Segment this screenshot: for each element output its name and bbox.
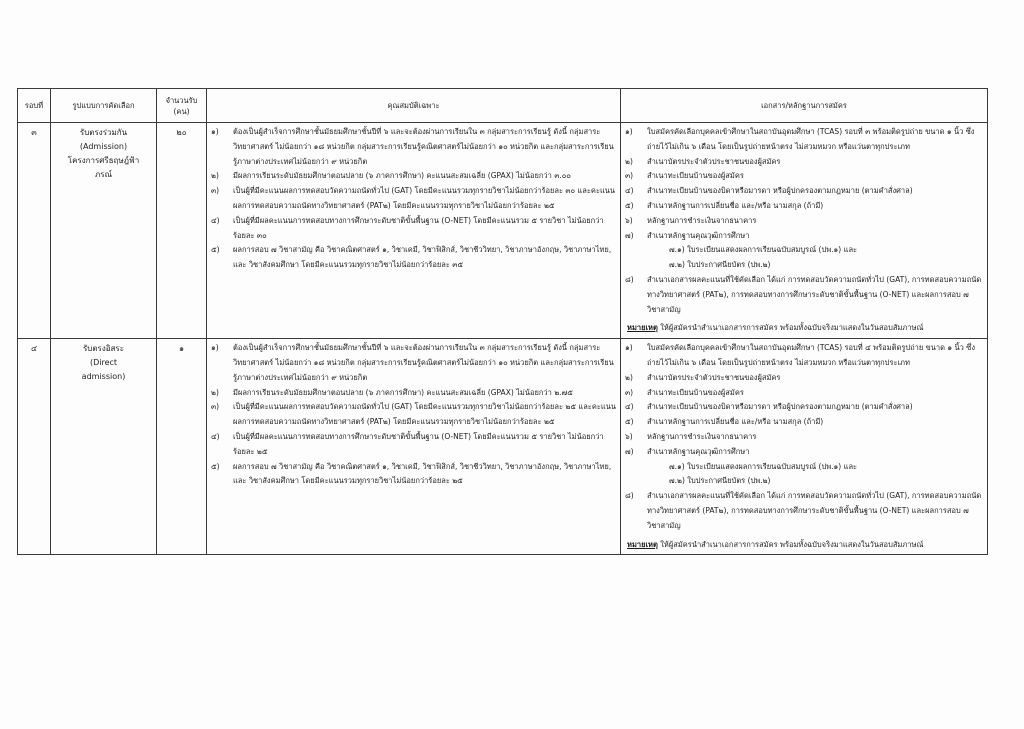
cell-selection-model bbox=[51, 123, 157, 339]
item-number: ๗) bbox=[625, 230, 634, 240]
item-number: ๘) bbox=[625, 274, 634, 284]
document-item bbox=[621, 341, 983, 371]
item-number: ๒) bbox=[625, 156, 633, 166]
document-item bbox=[621, 184, 983, 199]
document-text: สำเนาทะเบียนบ้านของผู้สมัคร bbox=[647, 387, 744, 397]
document-subitem: ๗.๑) ใบระเบียนแสดงผลการเรียนฉบับสมบูรณ์ (ปพ.๑) และ bbox=[669, 245, 858, 255]
document-item bbox=[621, 386, 983, 401]
cell-count bbox=[157, 339, 207, 555]
item-number: ๓) bbox=[625, 171, 634, 181]
item-number: ๔) bbox=[211, 215, 220, 225]
item-number: ๘) bbox=[625, 491, 634, 501]
qualification-text: เป็นผู้ที่มีคะแนนผลการทดสอบวัดความถนัดทั่วไป (GAT) โดยมีคะแนนรวมทุกรายวิชาไม่น้อยกว่าร้อยละ ๒๕ และคะแนนผลการทดสอบความถนัดทางวิทยาศาสตร์ (PAT๒) โดยมีคะแนนรวมทุกรายวิชาไม่น้อยกว่าร้อยละ ๒๕ bbox=[233, 402, 616, 427]
document-item bbox=[621, 125, 983, 155]
round-number: ๓ bbox=[31, 128, 37, 137]
item-number: ๒) bbox=[211, 387, 219, 397]
remark-note bbox=[621, 538, 987, 555]
document-item bbox=[621, 229, 983, 273]
item-number: ๓) bbox=[211, 186, 220, 196]
selection-model-line: ภรณ์ bbox=[95, 170, 112, 179]
document-text: สำเนาเอกสารผลคะแนนที่ใช้คัดเลือก ได้แก่ การทดสอบวัดความถนัดทั่วไป (GAT), การทดสอบความถนัดทางวิทยาศาสตร์ (PAT๒), การทดสอบทางการศึกษาระดับชาติขั้นพื้นฐาน (O-NET) และผลการสอบ ๗ วิชาสามัญ bbox=[647, 491, 982, 530]
item-number: ๓) bbox=[211, 402, 220, 412]
qualification-item bbox=[207, 460, 616, 490]
intake-count: ๑ bbox=[178, 344, 185, 354]
cell-round bbox=[18, 123, 51, 339]
qualification-item bbox=[207, 400, 616, 430]
qualification-text: เป็นผู้ที่มีคะแนนผลการทดสอบวัดความถนัดทั่วไป (GAT) โดยมีคะแนนรวมทุกรายวิชาไม่น้อยกว่าร้อยละ ๓๐ และคะแนนผลการทดสอบความถนัดทางวิทยาศาสตร์ (PAT๒) โดยมีคะแนนรวมทุกรายวิชาไม่น้อยกว่าร้อยละ ๒๕ bbox=[233, 186, 616, 210]
document-text: สำเนาทะเบียนบ้านของบิดาหรือมารดา หรือผู้ปกครองตามกฎหมาย (ตามคำสั่งศาล) bbox=[647, 402, 913, 412]
selection-model-line: admission) bbox=[81, 372, 126, 382]
item-number: ๓) bbox=[625, 387, 634, 397]
document-item bbox=[621, 400, 983, 415]
header-documents: เอกสาร/หลักฐานการสมัคร bbox=[621, 89, 988, 123]
remark-text: ให้ผู้สมัครนำสำเนาเอกสารการสมัคร พร้อมทั้งฉบับจริงมาแสดงในวันสอบสัมภาษณ์ bbox=[657, 323, 924, 333]
document-item bbox=[621, 169, 983, 184]
document-text: สำเนาบัตรประจำตัวประชาชนของผู้สมัคร bbox=[647, 156, 781, 166]
item-number: ๕) bbox=[211, 245, 220, 255]
qualification-text: มีผลการเรียนระดับมัธยมศึกษาตอนปลาย (๖ ภาคการศึกษา) คะแนนสะสมเฉลี่ย (GPAX) ไม่น้อยกว่า ๒.๗๕ bbox=[233, 387, 573, 397]
selection-model-line: (Admission) bbox=[79, 142, 128, 151]
cell-selection-model bbox=[51, 339, 157, 555]
document-subitem: ๗.๑) ใบระเบียนแสดงผลการเรียนฉบับสมบูรณ์ (ปพ.๑) และ bbox=[669, 461, 858, 471]
item-number: ๖) bbox=[625, 215, 633, 225]
qualification-text: ผลการสอบ ๗ วิชาสามัญ คือ วิชาคณิตศาสตร์ ๑, วิชาเคมี, วิชาฟิสิกส์, วิชาชีววิทยา, วิชาภาษาอังกฤษ, วิชาภาษาไทย, และ วิชาสังคมศึกษา โดยมีคะแนนรวมทุกรายวิชาไม่น้อยกว่าร้อยละ ๓๕ bbox=[233, 245, 612, 270]
document-subitem: ๗.๒) ใบประกาศนียบัตร (ปพ.๒) bbox=[669, 260, 771, 270]
document-item bbox=[621, 371, 983, 386]
qualification-text: เป็นผู้ที่มีผลคะแนนการทดสอบทางการศึกษาระดับชาติขั้นพื้นฐาน (O-NET) โดยมีคะแนนรวม ๕ รายวิชา ไม่น้อยกว่าร้อยละ ๒๕ bbox=[233, 431, 604, 456]
header-qualifications: คุณสมบัติเฉพาะ bbox=[207, 89, 621, 123]
qualification-item bbox=[207, 386, 616, 401]
cell-documents bbox=[621, 123, 988, 339]
round-number: ๔ bbox=[30, 344, 38, 354]
document-text: สำเนาทะเบียนบ้านของผู้สมัคร bbox=[647, 171, 744, 181]
remark-note bbox=[621, 321, 987, 338]
cell-documents bbox=[621, 339, 988, 555]
document-item bbox=[621, 199, 983, 214]
item-number: ๖) bbox=[625, 431, 633, 441]
item-number: ๔) bbox=[625, 402, 634, 412]
cell-qualifications bbox=[207, 339, 621, 555]
item-number: ๑) bbox=[211, 127, 219, 136]
document-text: สำเนาเอกสารผลคะแนนที่ใช้คัดเลือก ได้แก่ การทดสอบวัดความถนัดทั่วไป (GAT), การทดสอบความถนัดทางวิทยาศาสตร์ (PAT๒), การทดสอบทางการศึกษาระดับชาติขั้นพื้นฐาน (O-NET) และผลการสอบ ๗ วิชาสามัญ bbox=[647, 274, 982, 314]
document-text: หลักฐานการชำระเงินจากธนาคาร bbox=[647, 431, 757, 441]
cell-round bbox=[18, 339, 51, 555]
document-item bbox=[621, 489, 983, 533]
document-text: ใบสมัครคัดเลือกบุคคลเข้าศึกษาในสถาบันอุดมศึกษา (TCAS) รอบที่ ๓ พร้อมติดรูปถ่าย ขนาด ๑ นิ้ว ซึ่งถ่ายไว้ไม่เกิน ๖ เดือน โดยเป็นรูปถ่ายหน้าตรง ไม่สวมหมวก หรือแว่นตาทุกประเภท bbox=[647, 127, 975, 151]
qualification-text: ผลการสอบ ๗ วิชาสามัญ คือ วิชาคณิตศาสตร์ ๑, วิชาเคมี, วิชาฟิสิกส์, วิชาชีววิทยา, วิชาภาษาอังกฤษ, วิชาภาษาไทย, และ วิชาสังคมศึกษา โดยมีคะแนนรวมทุกรายวิชาไม่น้อยกว่าร้อยละ ๒๕ bbox=[233, 461, 612, 486]
document-item bbox=[621, 273, 983, 317]
header-round: รอบที่ bbox=[18, 89, 51, 123]
document-text: สำเนาบัตรประจำตัวประชาชนของผู้สมัคร bbox=[647, 372, 781, 382]
selection-model-line: โครงการศรีธฤษฎ์ฟ้า bbox=[67, 156, 140, 165]
item-number: ๔) bbox=[625, 186, 634, 196]
item-number: ๕) bbox=[625, 417, 634, 427]
document-text: ใบสมัครคัดเลือกบุคคลเข้าศึกษาในสถาบันอุดมศึกษา (TCAS) รอบที่ ๔ พร้อมติดรูปถ่าย ขนาด ๑ นิ้ว ซึ่งถ่ายไว้ไม่เกิน ๖ เดือน โดยเป็นรูปถ่ายหน้าตรง ไม่สวมหมวก หรือแว่นตาทุกประเภท bbox=[647, 343, 976, 367]
qualification-item bbox=[207, 125, 616, 169]
table-row bbox=[18, 339, 988, 555]
qualification-text: ต้องเป็นผู้สำเร็จการศึกษาชั้นมัธยมศึกษาชั้นปีที่ ๖ และจะต้องผ่านการเรียนใน ๓ กลุ่มสาระการเรียนรู้ ดังนี้ กลุ่มสาระวิทยาศาสตร์ ไม่น้อยกว่า ๑๘ หน่วยกิต กลุ่มสาระการเรียนรู้คณิตศาสตร์ไม่น้อยกว่า ๑๐ หน่วยกิต และกลุ่มสาระการเรียนรู้ภาษาต่างประเทศไม่น้อยกว่า ๙ หน่วยกิต bbox=[233, 127, 614, 166]
document-item bbox=[621, 214, 983, 229]
selection-model-line: รับตรงร่วมกัน bbox=[79, 128, 128, 137]
cell-qualifications bbox=[207, 123, 621, 339]
qualification-item bbox=[207, 184, 616, 214]
cell-count bbox=[157, 123, 207, 339]
qualification-item bbox=[207, 243, 616, 273]
item-number: ๑) bbox=[625, 343, 633, 353]
document-text: สำเนาหลักฐานการเปลี่ยนชื่อ และ/หรือ นามสกุล (ถ้ามี) bbox=[647, 200, 824, 210]
intake-count: ๒๐ bbox=[176, 128, 187, 137]
header-model: รูปแบบการคัดเลือก bbox=[51, 89, 157, 123]
table-row bbox=[18, 123, 988, 339]
table-header-row bbox=[18, 89, 988, 123]
selection-model-line: รับตรงอิสระ bbox=[82, 344, 125, 354]
item-number: ๕) bbox=[211, 461, 220, 471]
selection-model-line: (Direct bbox=[89, 358, 118, 368]
qualification-text: มีผลการเรียนระดับมัธยมศึกษาตอนปลาย (๖ ภาคการศึกษา) คะแนนสะสมเฉลี่ย (GPAX) ไม่น้อยกว่า ๓.๐๐ bbox=[233, 171, 571, 181]
document-item bbox=[621, 430, 983, 445]
item-number: ๑) bbox=[211, 343, 219, 353]
document-text: สำเนาหลักฐานคุณวุฒิการศึกษา bbox=[647, 446, 750, 456]
item-number: ๒) bbox=[211, 171, 219, 181]
item-number: ๗) bbox=[625, 446, 634, 456]
document-subitem: ๗.๒) ใบประกาศนียบัตร (ปพ.๒) bbox=[669, 476, 771, 486]
remark-text: ให้ผู้สมัครนำสำเนาเอกสารการสมัคร พร้อมทั้งฉบับจริงมาแสดงในวันสอบสัมภาษณ์ bbox=[657, 539, 924, 549]
item-number: ๕) bbox=[625, 200, 634, 210]
document-text: สำเนาหลักฐานคุณวุฒิการศึกษา bbox=[647, 230, 750, 240]
document-text: สำเนาทะเบียนบ้านของบิดาหรือมารดา หรือผู้ปกครองตามกฎหมาย (ตามคำสั่งศาล) bbox=[647, 186, 913, 196]
document-text: สำเนาหลักฐานการเปลี่ยนชื่อ และ/หรือ นามสกุล (ถ้ามี) bbox=[647, 417, 824, 427]
qualification-item bbox=[207, 430, 616, 460]
item-number: ๒) bbox=[625, 372, 633, 382]
item-number: ๑) bbox=[625, 127, 633, 136]
item-number: ๔) bbox=[211, 431, 220, 441]
admission-criteria-table bbox=[17, 88, 988, 555]
document-item bbox=[621, 445, 983, 489]
document-text: หลักฐานการชำระเงินจากธนาคาร bbox=[647, 215, 757, 225]
remark-label: หมายเหตุ bbox=[627, 323, 658, 333]
remark-label: หมายเหตุ bbox=[627, 539, 658, 549]
qualification-text: เป็นผู้ที่มีผลคะแนนการทดสอบทางการศึกษาระดับชาติขั้นพื้นฐาน (O-NET) โดยมีคะแนนรวม ๕ รายวิชา ไม่น้อยกว่าร้อยละ ๓๐ bbox=[233, 215, 604, 240]
document-item bbox=[621, 415, 983, 430]
qualification-item bbox=[207, 214, 616, 244]
document-item bbox=[621, 155, 983, 170]
qualification-text: ต้องเป็นผู้สำเร็จการศึกษาชั้นมัธยมศึกษาชั้นปีที่ ๖ และจะต้องผ่านการเรียนใน ๓ กลุ่มสาระการเรียนรู้ ดังนี้ กลุ่มสาระวิทยาศาสตร์ ไม่น้อยกว่า ๑๘ หน่วยกิต กลุ่มสาระการเรียนรู้คณิตศาสตร์ไม่น้อยกว่า ๑๐ หน่วยกิต และกลุ่มสาระการเรียนรู้ภาษาต่างประเทศไม่น้อยกว่า ๙ หน่วยกิต bbox=[233, 343, 614, 382]
qualification-item bbox=[207, 341, 616, 385]
qualification-item bbox=[207, 169, 616, 184]
header-count: จำนวนรับ (คน) bbox=[157, 89, 207, 123]
